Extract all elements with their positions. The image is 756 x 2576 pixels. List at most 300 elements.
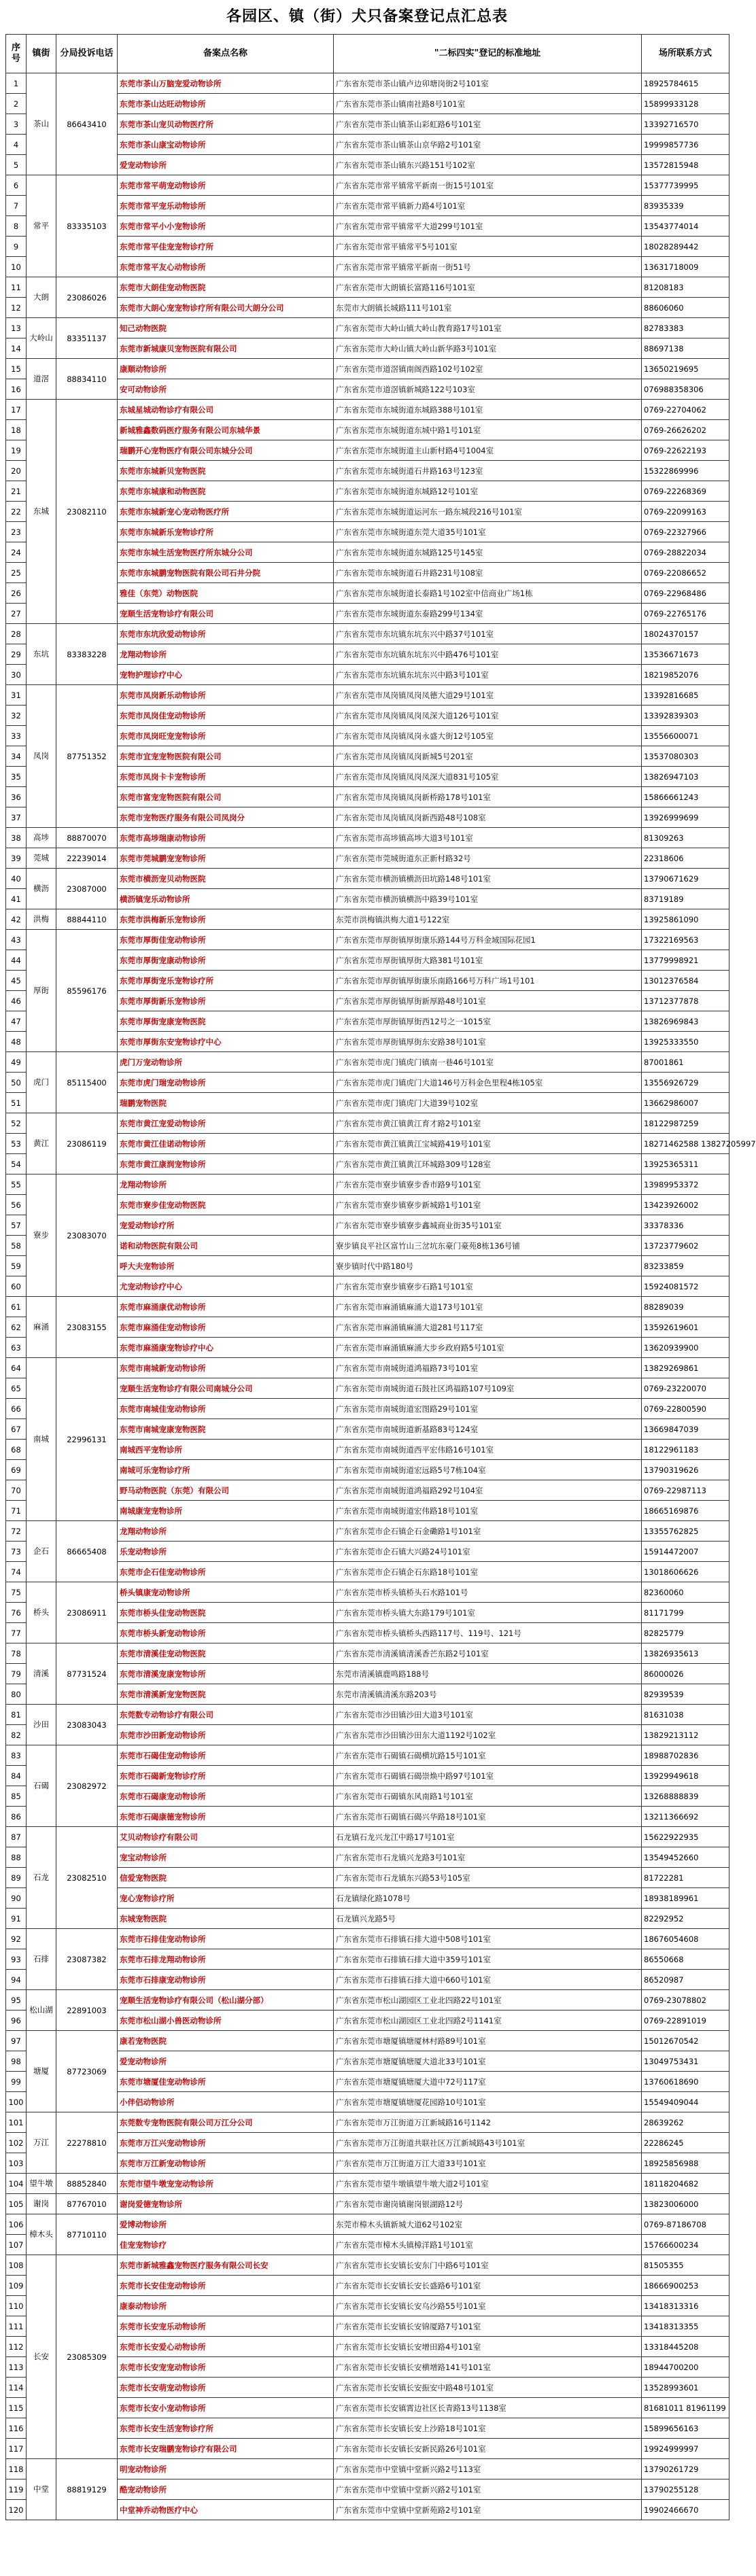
- clinic-name: 东莞市常平宠乐动物诊所: [118, 196, 334, 216]
- row-seq: 49: [6, 1052, 27, 1073]
- row-seq: 41: [6, 889, 27, 909]
- row-seq: 53: [6, 1134, 27, 1154]
- clinic-name: 东莞市清溪宠康宠物诊所: [118, 1664, 334, 1684]
- clinic-address: 广东省东莞市东城街道石井路163号123室: [334, 461, 642, 481]
- clinic-address: 广东省东莞市寮步镇寮步鑫城商业街35号101室: [334, 1215, 642, 1236]
- row-seq: 22: [6, 502, 27, 522]
- row-seq: 80: [6, 1684, 27, 1705]
- header-contact: 场所联系方式: [642, 35, 729, 73]
- clinic-name: 东莞市麻涌佳宠动物诊所: [118, 1317, 334, 1338]
- clinic-contact: 87001861: [642, 1052, 729, 1073]
- row-seq: 43: [6, 930, 27, 950]
- clinic-contact: 15549409044: [642, 2092, 729, 2112]
- town-cell: 桥头: [27, 1582, 56, 1643]
- table-row: [6, 318, 729, 338]
- complaint-phone-cell: 87751352: [56, 685, 118, 828]
- clinic-address: 广东省东莞市长安镇长安增田路4号101室: [334, 2337, 642, 2357]
- complaint-phone-cell: 23083043: [56, 1705, 118, 1745]
- clinic-address: 广东省东莞市中堂镇中堂新兴路2号101室: [334, 2479, 642, 2500]
- clinic-address: 东莞市清溪镇清溪东路203号: [334, 1684, 642, 1705]
- clinic-address: 广东省东莞市莞城街道东正新村路32号: [334, 848, 642, 869]
- clinic-address: 东莞市樟木头镇新城大道62号102室: [334, 2214, 642, 2235]
- clinic-address: 广东省东莞市东坑镇东坑东兴中路37号101室: [334, 624, 642, 644]
- clinic-address: 广东省东莞市塘厦镇塘厦林村路89号101室: [334, 2031, 642, 2051]
- clinic-contact: 18118204682: [642, 2174, 729, 2194]
- clinic-contact: 18938189961: [642, 1888, 729, 1909]
- table-row: [6, 277, 729, 298]
- clinic-address: 广东省东莞市寮步镇寮步石路1号101室: [334, 1276, 642, 1297]
- row-seq: 33: [6, 726, 27, 746]
- clinic-name: 东莞市石碣康德宠物诊所: [118, 1807, 334, 1827]
- clinic-address: 广东省东莞市大岭山镇大岭山教育路17号101室: [334, 318, 642, 338]
- row-seq: 67: [6, 1419, 27, 1440]
- row-seq: 23: [6, 522, 27, 542]
- clinic-name: 东莞市常平小小宠物诊所: [118, 216, 334, 237]
- page-title: 各园区、镇（街）犬只备案登记点汇总表: [226, 8, 508, 25]
- clinic-address: 广东省东莞市望牛墩镇望牛墩大道2号101室: [334, 2174, 642, 2194]
- header-phone: 分局投诉电话: [56, 35, 118, 73]
- clinic-name: 艾贝动物诊疗有限公司: [118, 1827, 334, 1847]
- clinic-address: 广东省东莞市常平镇常平大道299号101室: [334, 216, 642, 237]
- clinic-name: 爱博动物诊所: [118, 2214, 334, 2235]
- clinic-address: 广东省东莞市长安镇长安锦厦路7号101室: [334, 2316, 642, 2337]
- row-seq: 63: [6, 1338, 27, 1358]
- row-seq: 40: [6, 869, 27, 889]
- clinic-contact: 13662986007: [642, 1093, 729, 1113]
- clinic-address: 广东省东莞市东城街道运河东一路东城段216号101室: [334, 502, 642, 522]
- row-seq: 88: [6, 1847, 27, 1868]
- clinic-contact: 18271462588 13827205997: [642, 1134, 729, 1154]
- complaint-phone-cell: 86643410: [56, 73, 118, 175]
- clinic-name: 东莞市南城宠康宠物医院: [118, 1419, 334, 1440]
- clinic-address: 广东省东莞市南城街道宏图路29号101室: [334, 1399, 642, 1419]
- clinic-contact: 13049753431: [642, 2051, 729, 2072]
- town-cell: 石碣: [27, 1745, 56, 1827]
- clinic-contact: 13790255128: [642, 2479, 729, 2500]
- town-cell: 中堂: [27, 2459, 56, 2520]
- row-seq: 69: [6, 1460, 27, 1480]
- clinic-name: 东莞市茶山康宝动物诊所: [118, 135, 334, 155]
- row-seq: 115: [6, 2398, 27, 2418]
- town-cell: 横沥: [27, 869, 56, 909]
- row-seq: 56: [6, 1195, 27, 1215]
- clinic-contact: 83719189: [642, 889, 729, 909]
- row-seq: 57: [6, 1215, 27, 1236]
- row-seq: 2: [6, 94, 27, 114]
- clinic-address: 广东省东莞市长安镇长安东门中路6号101室: [334, 2255, 642, 2276]
- clinic-contact: 13760618690: [642, 2072, 729, 2092]
- clinic-address: 广东省东莞市沙田镇沙田大道3号101室: [334, 1705, 642, 1725]
- clinic-contact: 0769-22622193: [642, 440, 729, 461]
- table-row: [6, 1358, 729, 1378]
- table-row: [6, 2459, 729, 2479]
- clinic-name: 东莞市黄江康润宠物诊所: [118, 1154, 334, 1174]
- clinic-name: 东莞市桥头佳宠动物医院: [118, 1603, 334, 1623]
- town-cell: 常平: [27, 175, 56, 277]
- clinic-name: 东莞数专宠物医院有限公司万江分公司: [118, 2112, 334, 2133]
- clinic-name: 呼大夫宠物诊所: [118, 1256, 334, 1276]
- clinic-name: 东莞市寮步佳宠动物医院: [118, 1195, 334, 1215]
- row-seq: 13: [6, 318, 27, 338]
- registry-table: [5, 34, 756, 2520]
- clinic-name: 东莞市长安宠宠动物诊所: [118, 2357, 334, 2378]
- clinic-name: 东莞市万江兴宠动物诊所: [118, 2133, 334, 2153]
- clinic-address: 广东省东莞市黄江镇黄江育才路2号101室: [334, 1113, 642, 1134]
- clinic-address: 广东省东莞市南城街道宏远路5号7栋104室: [334, 1460, 642, 1480]
- clinic-address: 广东省东莞市南城街道新基路83号124室: [334, 1419, 642, 1440]
- clinic-contact: 0769-22268369: [642, 481, 729, 502]
- clinic-contact: 13925365311: [642, 1154, 729, 1174]
- clinic-contact: 82292952: [642, 1909, 729, 1929]
- clinic-address: 广东省东莞市东城街道主山新村路4号1004室: [334, 440, 642, 461]
- row-seq: 7: [6, 196, 27, 216]
- clinic-contact: 15899656163: [642, 2418, 729, 2439]
- row-seq: 93: [6, 1949, 27, 1970]
- clinic-contact: 0769-23078802: [642, 1990, 729, 2011]
- table-row: [6, 2031, 729, 2051]
- clinic-address: 广东省东莞市东城街道东城中路1号101室: [334, 420, 642, 440]
- complaint-phone-cell: 86665408: [56, 1521, 118, 1582]
- clinic-contact: 15012670542: [642, 2031, 729, 2051]
- row-seq: 26: [6, 583, 27, 604]
- clinic-contact: 13926999699: [642, 807, 729, 828]
- clinic-contact: 18925856988: [642, 2153, 729, 2174]
- clinic-name: 东莞市东城新宠心宠动物医疗所: [118, 502, 334, 522]
- clinic-address: 广东省东莞市沙田镇沙田东大道1192号102室: [334, 1725, 642, 1745]
- clinic-contact: 13669847039: [642, 1419, 729, 1440]
- town-cell: 南城: [27, 1358, 56, 1521]
- clinic-address: 广东省东莞市横沥镇横沥中路39号101室: [334, 889, 642, 909]
- row-seq: 95: [6, 1990, 27, 2011]
- row-seq: 92: [6, 1929, 27, 1949]
- table-row: [6, 2174, 729, 2194]
- table-row: [6, 2112, 729, 2133]
- clinic-address: 广东省东莞市桥头镇桥头石水路101号: [334, 1582, 642, 1603]
- header-address: "二标四实"登记的标准地址: [334, 35, 642, 73]
- clinic-address: 广东省东莞市道滘镇南阁西路102号102室: [334, 359, 642, 379]
- complaint-phone-cell: 23085309: [56, 2255, 118, 2459]
- clinic-contact: 0769-22086652: [642, 563, 729, 583]
- clinic-address: 广东省东莞市长安镇长安振安中路48号101室: [334, 2378, 642, 2398]
- clinic-contact: 88697138: [642, 338, 729, 359]
- clinic-contact: 13925861090: [642, 909, 729, 930]
- row-seq: 34: [6, 746, 27, 767]
- clinic-name: 谢岗爱德宠物诊所: [118, 2194, 334, 2214]
- clinic-name: 东莞市麻涌康优动物诊所: [118, 1297, 334, 1317]
- clinic-address: 广东省东莞市凤岗镇凤岗凤德大道29号101室: [334, 685, 642, 706]
- clinic-contact: 0769-22987113: [642, 1480, 729, 1501]
- clinic-contact: 22318606: [642, 848, 729, 869]
- clinic-address: 广东省东莞市寮步镇寮步香市路9号101室: [334, 1174, 642, 1195]
- town-cell: 茶山: [27, 73, 56, 175]
- clinic-contact: 13211366692: [642, 1807, 729, 1827]
- clinic-address: 广东省东莞市茶山镇南社路8号101室: [334, 94, 642, 114]
- header-town: 镇街: [27, 35, 56, 73]
- town-cell: 松山湖: [27, 1990, 56, 2031]
- clinic-name: 中堂神乔动物医疗中心: [118, 2500, 334, 2520]
- clinic-contact: 13620939900: [642, 1338, 729, 1358]
- clinic-name: 东莞市横沥宠贝动物医院: [118, 869, 334, 889]
- clinic-contact: 83935339: [642, 196, 729, 216]
- complaint-phone-cell: 23086026: [56, 277, 118, 318]
- clinic-name: 东莞数专动物诊疗有限公司: [118, 1705, 334, 1725]
- row-seq: 116: [6, 2418, 27, 2439]
- complaint-phone-cell: 22239014: [56, 848, 118, 869]
- row-seq: 105: [6, 2194, 27, 2214]
- clinic-name: 东莞市大朗佳宠动物医院: [118, 277, 334, 298]
- row-seq: 94: [6, 1970, 27, 1990]
- complaint-phone-cell: 23083070: [56, 1174, 118, 1297]
- row-seq: 12: [6, 298, 27, 318]
- clinic-address: 广东省东莞市厚街镇厚街康乐路144号万科金域国际花园1: [334, 930, 642, 950]
- clinic-contact: 13790261729: [642, 2459, 729, 2479]
- row-seq: 68: [6, 1440, 27, 1460]
- clinic-contact: 86550668: [642, 1949, 729, 1970]
- row-seq: 27: [6, 604, 27, 624]
- table-row: [6, 2214, 729, 2235]
- row-seq: 24: [6, 542, 27, 563]
- row-seq: 6: [6, 175, 27, 196]
- row-seq: 85: [6, 1786, 27, 1807]
- clinic-name: 东莞市常平萌宠动物诊所: [118, 175, 334, 196]
- clinic-contact: 18665169876: [642, 1501, 729, 1521]
- clinic-address: 广东省东莞市长安镇长安上沙路18号101室: [334, 2418, 642, 2439]
- table-row: [6, 1297, 729, 1317]
- clinic-contact: 17322169563: [642, 930, 729, 950]
- row-seq: 19: [6, 440, 27, 461]
- clinic-contact: 13318445208: [642, 2337, 729, 2357]
- row-seq: 71: [6, 1501, 27, 1521]
- clinic-contact: 13790671629: [642, 869, 729, 889]
- clinic-address: 广东省东莞市黄江镇黄江环城路309号128室: [334, 1154, 642, 1174]
- clinic-contact: 13989953372: [642, 1174, 729, 1195]
- clinic-name: 东莞市东城鹏宠物医院有限公司石井分院: [118, 563, 334, 583]
- row-seq: 31: [6, 685, 27, 706]
- clinic-address: 广东省东莞市麻涌镇麻涌大道281号117室: [334, 1317, 642, 1338]
- row-seq: 87: [6, 1827, 27, 1847]
- clinic-contact: 22286245: [642, 2133, 729, 2153]
- clinic-contact: 13418313316: [642, 2296, 729, 2316]
- clinic-contact: 82939539: [642, 1684, 729, 1705]
- clinic-address: 广东省东莞市常平镇常平新南一街51号: [334, 257, 642, 277]
- row-seq: 30: [6, 665, 27, 685]
- row-seq: 21: [6, 481, 27, 502]
- clinic-address: 广东省东莞市高埗镇高埗大道3号101室: [334, 828, 642, 848]
- row-seq: 3: [6, 114, 27, 135]
- clinic-contact: 0769-22099163: [642, 502, 729, 522]
- row-seq: 81: [6, 1705, 27, 1725]
- clinic-name: 东莞市石碣佳宠动物诊所: [118, 1745, 334, 1766]
- town-cell: 凤岗: [27, 685, 56, 828]
- row-seq: 16: [6, 379, 27, 400]
- clinic-address: 广东省东莞市石碣镇东风南路1号101室: [334, 1786, 642, 1807]
- complaint-phone-cell: 85596176: [56, 930, 118, 1052]
- town-cell: 谢岗: [27, 2194, 56, 2214]
- clinic-contact: 15322869996: [642, 461, 729, 481]
- clinic-contact: 13572815948: [642, 155, 729, 175]
- clinic-contact: 88606060: [642, 298, 729, 318]
- clinic-name: 东莞市沙田新宠动物诊所: [118, 1725, 334, 1745]
- clinic-address: 广东省东莞市东城街道东莞大道35号101室: [334, 522, 642, 542]
- table-row: [6, 73, 729, 94]
- town-cell: 高埗: [27, 828, 56, 848]
- row-seq: 38: [6, 828, 27, 848]
- clinic-name: 东莞市塘厦佳宠动物诊所: [118, 2072, 334, 2092]
- row-seq: 28: [6, 624, 27, 644]
- clinic-address: 广东省东莞市厚街镇厚街大路381号101室: [334, 950, 642, 971]
- clinic-name: 瑞鹏宠物医院: [118, 1093, 334, 1113]
- row-seq: 42: [6, 909, 27, 930]
- clinic-name: 东莞市南城新宠动物诊所: [118, 1358, 334, 1378]
- clinic-name: 乐宠动物诊所: [118, 1542, 334, 1562]
- row-seq: 32: [6, 706, 27, 726]
- town-cell: 麻涌: [27, 1297, 56, 1358]
- row-seq: 83: [6, 1745, 27, 1766]
- clinic-contact: 13829213112: [642, 1725, 729, 1745]
- clinic-contact: 13925333550: [642, 1032, 729, 1052]
- row-seq: 61: [6, 1297, 27, 1317]
- complaint-phone-cell: 87723069: [56, 2031, 118, 2112]
- clinic-contact: 13829269861: [642, 1358, 729, 1378]
- clinic-name: 小伴侣动物诊所: [118, 2092, 334, 2112]
- clinic-address: 广东省东莞市中堂镇中堂新兴路2号113室: [334, 2459, 642, 2479]
- clinic-contact: 82360060: [642, 1582, 729, 1603]
- table-body: [6, 73, 756, 2520]
- town-cell: 虎门: [27, 1052, 56, 1113]
- complaint-phone-cell: 88852840: [56, 2174, 118, 2194]
- row-seq: 46: [6, 991, 27, 1011]
- clinic-name: 东莞市凤岗旺宠宠物诊所: [118, 726, 334, 746]
- clinic-address: 广东省东莞市凤岗镇凤岗新桥路178号101室: [334, 787, 642, 807]
- clinic-address: 广东省东莞市南城街道鸿福路73号101室: [334, 1358, 642, 1378]
- row-seq: 89: [6, 1868, 27, 1888]
- clinic-contact: 0769-26626202: [642, 420, 729, 440]
- clinic-name: 东莞市常平友心动物诊所: [118, 257, 334, 277]
- clinic-contact: 81505355: [642, 2255, 729, 2276]
- clinic-name: 康顺动物诊所: [118, 359, 334, 379]
- clinic-name: 东莞市新城雅鑫宠物医疗服务有限公司长安: [118, 2255, 334, 2276]
- table-row: [6, 175, 729, 196]
- clinic-contact: 15899933128: [642, 94, 729, 114]
- clinic-contact: 82825779: [642, 1623, 729, 1643]
- clinic-contact: 18028289442: [642, 237, 729, 257]
- clinic-name: 东莞市高埗瑞康动物诊所: [118, 828, 334, 848]
- clinic-name: 桥头镇康宠动物诊所: [118, 1582, 334, 1603]
- clinic-name: 东莞市南城佳宠动物诊所: [118, 1399, 334, 1419]
- row-seq: 91: [6, 1909, 27, 1929]
- clinic-address: 广东省东莞市企石镇企石金磡路1号101室: [334, 1521, 642, 1542]
- clinic-name: 东莞市常平佳宠宠物诊疗所: [118, 237, 334, 257]
- clinic-contact: 28639262: [642, 2112, 729, 2133]
- row-seq: 9: [6, 237, 27, 257]
- clinic-contact: 076988358306: [642, 379, 729, 400]
- clinic-address: 广东省东莞市谢岗镇谢岗银湖路12号: [334, 2194, 642, 2214]
- town-cell: 樟木头: [27, 2214, 56, 2255]
- row-seq: 15: [6, 359, 27, 379]
- clinic-address: 广东省东莞市茶山镇茶山彩虹路6号101室: [334, 114, 642, 135]
- row-seq: 35: [6, 767, 27, 787]
- row-seq: 59: [6, 1256, 27, 1276]
- clinic-contact: 15622922935: [642, 1827, 729, 1847]
- complaint-phone-cell: 83351137: [56, 318, 118, 359]
- clinic-contact: 18676054608: [642, 1929, 729, 1949]
- row-seq: 119: [6, 2479, 27, 2500]
- clinic-name: 龙翔动物诊所: [118, 1521, 334, 1542]
- complaint-phone-cell: 87767010: [56, 2194, 118, 2214]
- clinic-contact: 13543774014: [642, 216, 729, 237]
- clinic-address: 寮步镇良平社区富竹山三岔坑东豪门豪苑8栋136号铺: [334, 1236, 642, 1256]
- clinic-name: 东莞市石排康宠动物诊所: [118, 1970, 334, 1990]
- table-row: [6, 1052, 729, 1073]
- complaint-phone-cell: 88870070: [56, 828, 118, 848]
- clinic-name: 南城康宠宠物诊所: [118, 1501, 334, 1521]
- clinic-name: 东莞市凤岗新乐动物诊所: [118, 685, 334, 706]
- row-seq: 54: [6, 1154, 27, 1174]
- row-seq: 37: [6, 807, 27, 828]
- clinic-name: 爱宠动物诊所: [118, 2051, 334, 2072]
- clinic-contact: 81631038: [642, 1705, 729, 1725]
- clinic-address: 广东省东莞市厚街镇厚街康乐南路166号万科广场1号101: [334, 971, 642, 991]
- clinic-address: 广东省东莞市东坑镇东坑东兴中路476号101室: [334, 644, 642, 665]
- clinic-name: 东莞市新城康贝宠物医院有限公司: [118, 338, 334, 359]
- clinic-name: 虎门万宠动物诊所: [118, 1052, 334, 1073]
- clinic-contact: 83233859: [642, 1256, 729, 1276]
- clinic-contact: 13536671673: [642, 644, 729, 665]
- row-seq: 4: [6, 135, 27, 155]
- complaint-phone-cell: 87731524: [56, 1643, 118, 1705]
- row-seq: 111: [6, 2316, 27, 2337]
- clinic-contact: 13712377878: [642, 991, 729, 1011]
- clinic-name: 东莞市东城生活宠物医疗所东城分公司: [118, 542, 334, 563]
- table-row: [6, 1929, 729, 1949]
- clinic-name: 东莞市厚街宠乐宠物诊疗所: [118, 971, 334, 991]
- row-seq: 58: [6, 1236, 27, 1256]
- table-row: [6, 1521, 729, 1542]
- clinic-address: 广东省东莞市凤岗镇凤岗永盛大街12号105室: [334, 726, 642, 746]
- row-seq: 64: [6, 1358, 27, 1378]
- clinic-contact: 13592619601: [642, 1317, 729, 1338]
- clinic-name: 东莞市黄江佳诺动物诊所: [118, 1134, 334, 1154]
- row-seq: 96: [6, 2011, 27, 2031]
- row-seq: 73: [6, 1542, 27, 1562]
- clinic-address: 广东省东莞市长安镇霄边社区长青路13号1138室: [334, 2398, 642, 2418]
- clinic-name: 信爱宠物医院: [118, 1868, 334, 1888]
- clinic-address: 广东省东莞市常平镇新力路4号101室: [334, 196, 642, 216]
- clinic-address: 广东省东莞市厚街镇厚街东安路38号101室: [334, 1032, 642, 1052]
- town-cell: 东坑: [27, 624, 56, 685]
- row-seq: 112: [6, 2337, 27, 2357]
- clinic-name: 东莞市石排龙翔动物诊所: [118, 1949, 334, 1970]
- row-seq: 39: [6, 848, 27, 869]
- clinic-name: 东莞市厚街东安宠物诊疗中心: [118, 1032, 334, 1052]
- row-seq: 1: [6, 73, 27, 94]
- clinic-contact: 13392816685: [642, 685, 729, 706]
- clinic-name: 宠物护理诊疗中心: [118, 665, 334, 685]
- clinic-contact: 18219852076: [642, 665, 729, 685]
- row-seq: 84: [6, 1766, 27, 1786]
- clinic-name: 南城西平宠物诊所: [118, 1440, 334, 1460]
- town-cell: 企石: [27, 1521, 56, 1582]
- clinic-contact: 18024370157: [642, 624, 729, 644]
- clinic-name: 东莞市富宠宠物医院有限公司: [118, 787, 334, 807]
- town-cell: 沙田: [27, 1705, 56, 1745]
- clinic-name: 东莞市莞城鹏宠宠物诊所: [118, 848, 334, 869]
- row-seq: 14: [6, 338, 27, 359]
- clinic-address: 石龙镇兴龙路5号: [334, 1909, 642, 1929]
- clinic-address: 广东省东莞市道滘镇新城路122号103室: [334, 379, 642, 400]
- town-cell: 莞城: [27, 848, 56, 869]
- clinic-contact: 86520987: [642, 1970, 729, 1990]
